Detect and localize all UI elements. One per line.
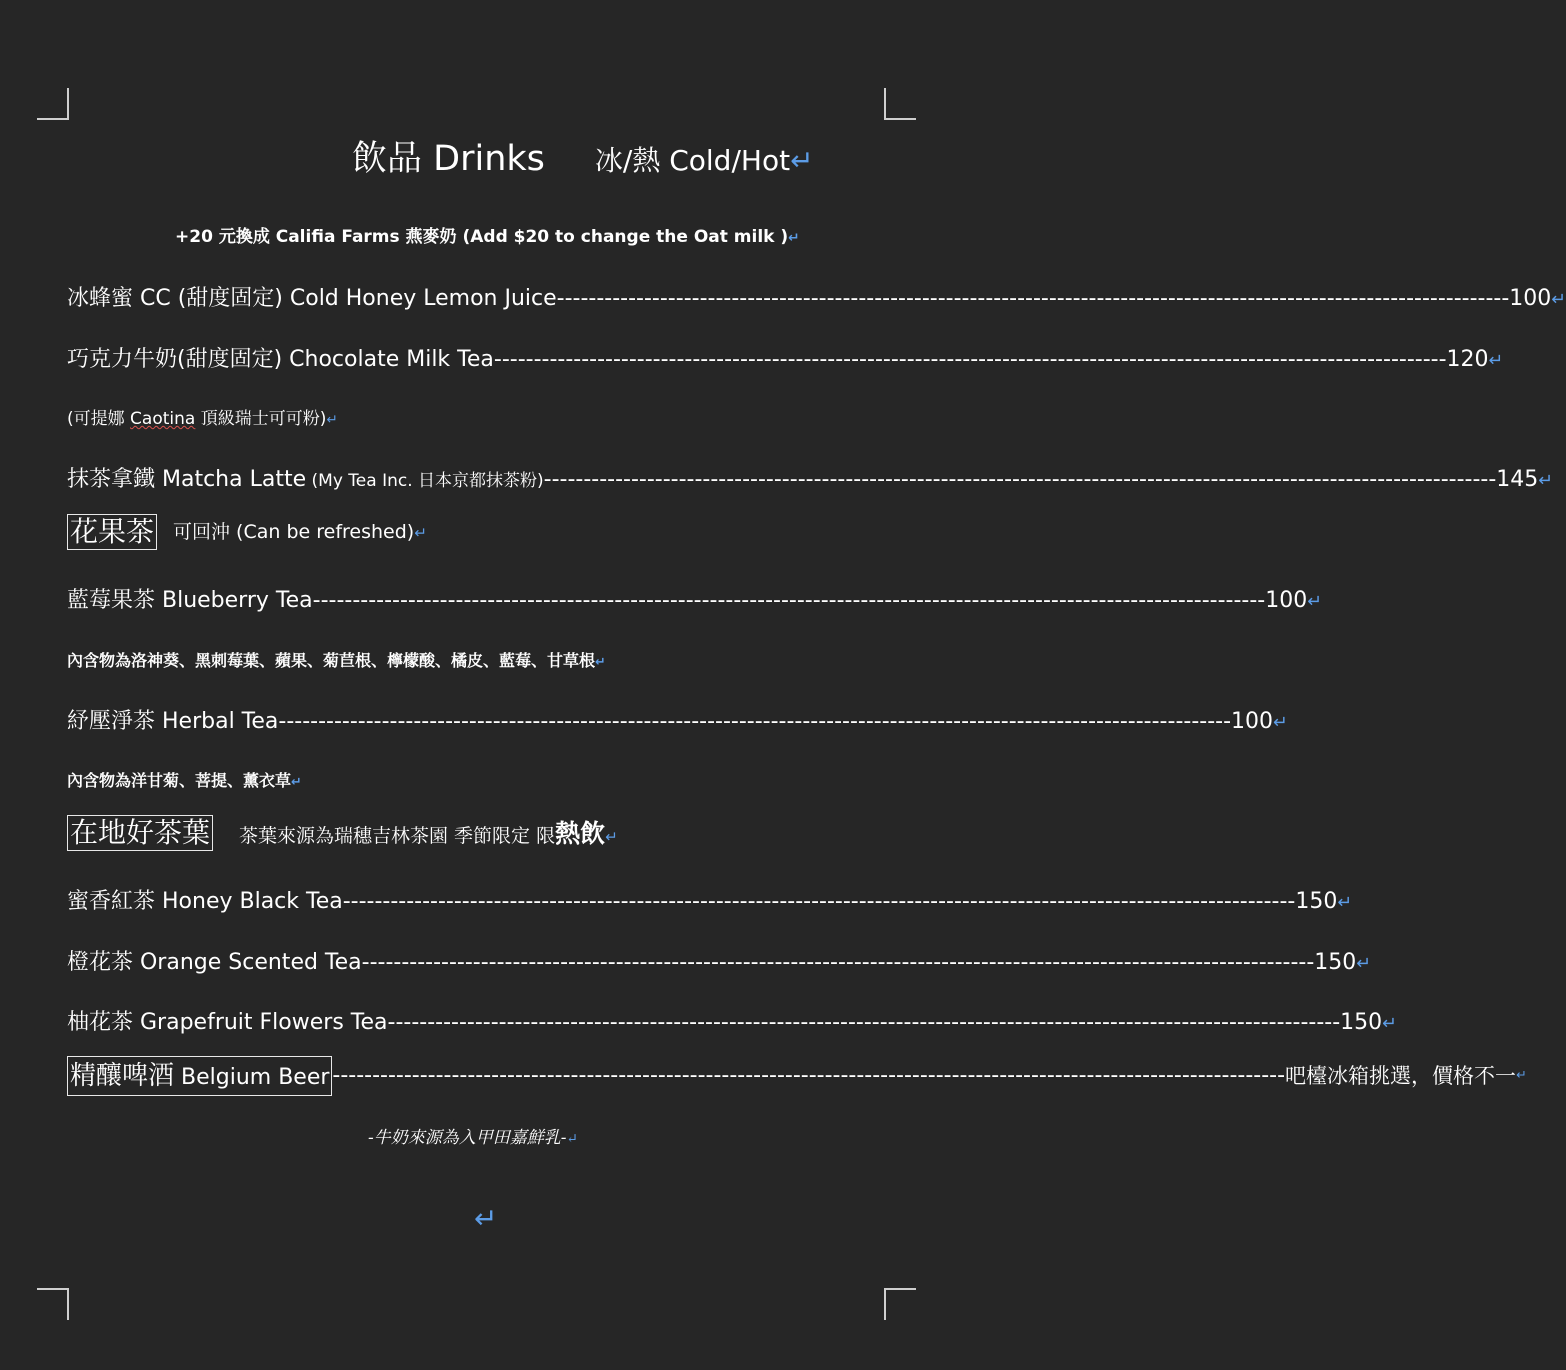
menu-item-blueberry [67,588,1322,613]
paragraph-mark-icon: ↵ [414,523,427,542]
section-desc-text: 茶葉來源為瑞穗吉林茶園 季節限定 限 [239,824,556,847]
item-price: 150 [1295,889,1338,914]
paragraph-mark-icon: ↵ [605,827,618,846]
leader-dashes: ------------------------------------------------------------------------------------------------------------------------ [556,286,1510,311]
paragraph-mark-icon: ↵ [595,655,606,670]
item-price: 100 [1509,286,1552,311]
paragraph-mark-icon: ↵ [1551,290,1566,310]
paragraph-mark-icon: ↵ [291,775,302,790]
item-price: 150 [1340,1010,1383,1035]
milk-source-footer [368,1130,578,1147]
section-desc [173,520,427,543]
item-name: 冰蜂蜜 CC (甜度固定) Cold Honey Lemon Juice [67,286,557,311]
title-cold-hot: 冰/熱 Cold/Hot [594,144,791,177]
crop-mark-top-left [37,88,69,120]
section-desc-bold: 熱飲 [555,818,606,848]
section-fruit-tea [67,514,427,550]
menu-item-honey-lemon [67,286,1566,311]
item-price: 120 [1446,347,1489,372]
item-name: 蜜香紅茶 Honey Black Tea [67,889,343,914]
beer-price-note: 吧檯冰箱挑選，價格不一 [1285,1063,1517,1088]
page-title [352,139,814,179]
menu-item-grapefruit [67,1010,1397,1035]
item-price: 100 [1265,588,1308,613]
section-local-tea [67,815,618,851]
leader-dashes: ------------------------------------------------------------------------------------------------------------------------ [312,588,1266,613]
paragraph-mark-icon: ↵ [326,412,338,428]
section-label: 花果茶 [67,514,157,550]
paragraph-mark-icon: ↵ [1538,471,1554,491]
chocolate-note-brand: Caotina [130,409,196,429]
chocolate-note-c: 頂級瑞士可可粉) [195,409,327,429]
paragraph-mark-icon: ↵ [1273,713,1288,733]
beer-label [67,1056,332,1096]
leader-dashes: ------------------------------------------------------------------------------------------------------------------------ [342,889,1296,914]
title-drinks: 飲品 Drinks [352,139,545,179]
menu-item-beer [67,1056,1527,1096]
item-name: 柚花茶 Grapefruit Flowers Tea [67,1010,388,1035]
blueberry-ingredients-text: 內含物為洛神葵、黑刺莓葉、蘋果、菊苣根、檸檬酸、橘皮、藍莓、甘草根 [67,651,596,670]
item-name: 巧克力牛奶(甜度固定) Chocolate Milk Tea [67,347,494,372]
chocolate-note-a: (可提娜 [67,409,131,429]
blueberry-ingredients [67,653,606,670]
section-desc [239,818,618,848]
menu-item-honey-black [67,889,1353,914]
paragraph-mark-icon: ↵ [1337,893,1353,913]
item-price: 100 [1231,709,1274,734]
crop-mark-bottom-right [884,1288,916,1320]
item-price: 145 [1496,467,1539,492]
beer-label-cn: 精釀啤酒 [70,1061,175,1091]
section-desc-text: 可回沖 (Can be refreshed) [173,520,415,543]
leader-dashes: ------------------------------------------------------------------------------------------------------------------------ [332,1063,1286,1088]
oat-milk-note-text: +20 元換成 Califia Farms 燕麥奶 (Add $20 to change the Oat milk ) [175,227,789,247]
menu-item-orange [67,950,1372,975]
paragraph-mark-icon: ↵ [790,144,814,177]
chocolate-note [67,411,338,428]
leader-dashes: ------------------------------------------------------------------------------------------------------------------------ [361,950,1315,975]
leader-dashes: ------------------------------------------------------------------------------------------------------------------------ [278,709,1232,734]
herbal-ingredients [67,773,302,790]
herbal-ingredients-text: 內含物為洋甘菊、菩提、薰衣草 [67,771,292,790]
paragraph-mark-icon: ↵ [788,230,800,246]
item-name-note: (My Tea Inc. 日本京都抹茶粉) [306,471,544,491]
paragraph-mark-icon[interactable]: ↵ [474,1202,498,1235]
paragraph-mark-icon: ↵ [1307,592,1322,612]
item-name: 紓壓淨茶 Herbal Tea [67,709,279,734]
leader-dashes: ------------------------------------------------------------------------------------------------------------------------ [387,1010,1341,1035]
leader-dashes: ------------------------------------------------------------------------------------------------------------------------ [493,347,1447,372]
beer-label-en: Belgium Beer [174,1065,330,1090]
item-name: 橙花茶 Orange Scented Tea [67,950,362,975]
milk-source-text: -牛奶來源為入甲田嘉鮮乳- [368,1128,567,1148]
menu-item-matcha [67,467,1554,492]
menu-item-chocolate [67,347,1504,372]
leader-dashes: ------------------------------------------------------------------------------------------------------------------------ [543,467,1497,492]
item-price: 150 [1314,950,1357,975]
oat-milk-note [175,229,800,246]
section-label: 在地好茶葉 [67,815,213,851]
item-name-main: 抹茶拿鐵 Matcha Latte [67,467,307,492]
item-name [67,469,544,491]
crop-mark-top-right [884,88,916,120]
menu-item-herbal [67,709,1288,734]
crop-mark-bottom-left [37,1288,69,1320]
item-name: 藍莓果茶 Blueberry Tea [67,588,313,613]
paragraph-mark-icon: ↵ [1382,1014,1397,1034]
paragraph-mark-icon: ↵ [1516,1067,1527,1083]
paragraph-mark-icon: ↵ [1356,954,1372,974]
paragraph-mark-icon: ↵ [1488,351,1504,371]
paragraph-mark-icon: ↵ [566,1131,578,1147]
